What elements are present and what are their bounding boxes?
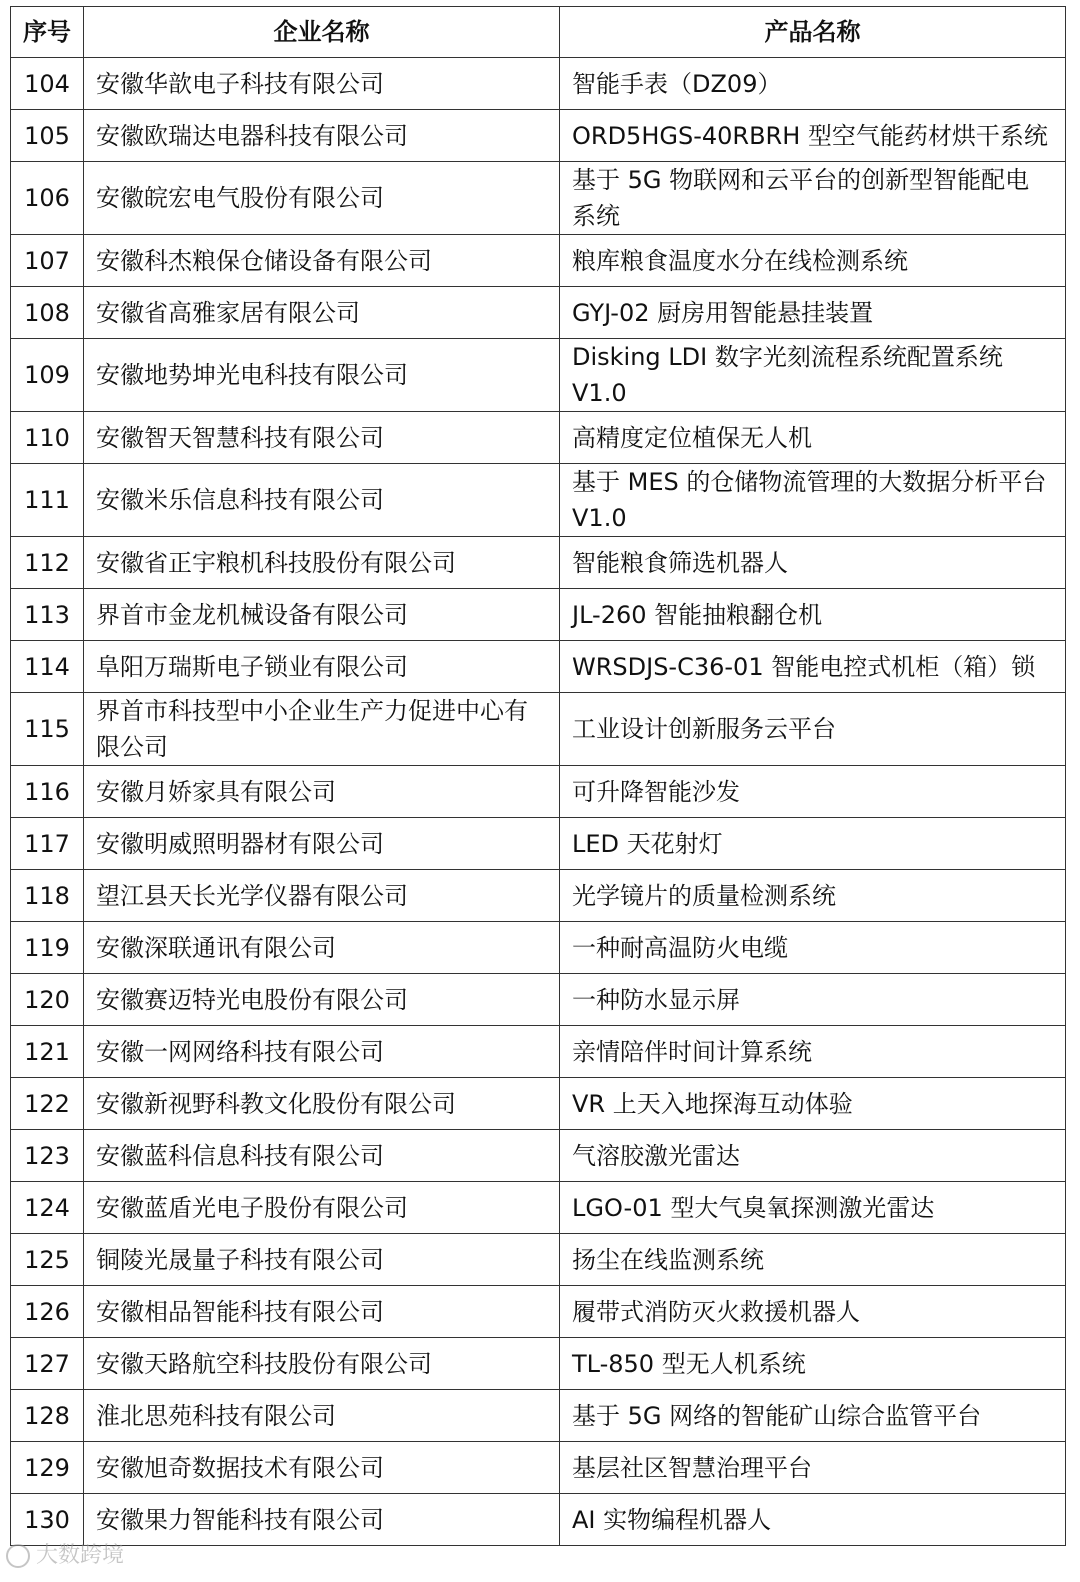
table-row <box>11 464 1066 537</box>
row-product-name: LGO-01 型大气臭氧探测激光雷达 <box>560 1182 1066 1234</box>
watermark-text: 大数跨境 <box>36 1543 125 1568</box>
table-row <box>11 766 1066 818</box>
row-product-name: 基于 5G 网络的智能矿山综合监管平台 <box>560 1390 1066 1442</box>
header-product-name: 产品名称 <box>560 7 1066 58</box>
row-product-name: 智能粮食筛选机器人 <box>560 537 1066 589</box>
row-company-name: 安徽深联通讯有限公司 <box>84 922 560 974</box>
row-company-name: 安徽省高雅家居有限公司 <box>84 287 560 339</box>
header-company-name: 企业名称 <box>84 7 560 58</box>
table-row <box>11 1442 1066 1494</box>
row-serial-number: 111 <box>11 464 84 537</box>
table-row <box>11 693 1066 766</box>
row-serial-number: 128 <box>11 1390 84 1442</box>
row-serial-number: 113 <box>11 589 84 641</box>
table-row <box>11 1286 1066 1338</box>
row-company-name: 铜陵光晟量子科技有限公司 <box>84 1234 560 1286</box>
row-company-name: 安徽月娇家具有限公司 <box>84 766 560 818</box>
table-row <box>11 1338 1066 1390</box>
table-row <box>11 412 1066 464</box>
row-company-name: 安徽果力智能科技有限公司 <box>84 1494 560 1546</box>
row-product-name: 气溶胶激光雷达 <box>560 1130 1066 1182</box>
table-header-row <box>11 7 1066 58</box>
table-row <box>11 818 1066 870</box>
row-serial-number: 115 <box>11 693 84 766</box>
row-company-name: 阜阳万瑞斯电子锁业有限公司 <box>84 641 560 693</box>
row-company-name: 安徽明威照明器材有限公司 <box>84 818 560 870</box>
table-row <box>11 1234 1066 1286</box>
table-row <box>11 235 1066 287</box>
row-company-name: 安徽蓝科信息科技有限公司 <box>84 1130 560 1182</box>
table-row <box>11 287 1066 339</box>
row-product-name: 一种耐高温防火电缆 <box>560 922 1066 974</box>
table-row <box>11 339 1066 412</box>
row-product-name: 亲情陪伴时间计算系统 <box>560 1026 1066 1078</box>
table-row <box>11 110 1066 162</box>
row-serial-number: 116 <box>11 766 84 818</box>
row-company-name: 安徽华歆电子科技有限公司 <box>84 58 560 110</box>
row-company-name: 安徽米乐信息科技有限公司 <box>84 464 560 537</box>
table-row <box>11 1130 1066 1182</box>
row-product-name: 基于 5G 物联网和云平台的创新型智能配电系统 <box>560 162 1066 235</box>
row-product-name: 履带式消防灭火救援机器人 <box>560 1286 1066 1338</box>
table-row <box>11 922 1066 974</box>
row-product-name: AI 实物编程机器人 <box>560 1494 1066 1546</box>
row-company-name: 淮北思苑科技有限公司 <box>84 1390 560 1442</box>
row-product-name: 一种防水显示屏 <box>560 974 1066 1026</box>
row-company-name: 安徽相品智能科技有限公司 <box>84 1286 560 1338</box>
row-serial-number: 122 <box>11 1078 84 1130</box>
row-company-name: 安徽地势坤光电科技有限公司 <box>84 339 560 412</box>
table-row <box>11 162 1066 235</box>
row-product-name: 光学镜片的质量检测系统 <box>560 870 1066 922</box>
row-serial-number: 106 <box>11 162 84 235</box>
row-product-name: VR 上天入地探海互动体验 <box>560 1078 1066 1130</box>
row-company-name: 安徽科杰粮保仓储设备有限公司 <box>84 235 560 287</box>
row-serial-number: 121 <box>11 1026 84 1078</box>
header-serial-number: 序号 <box>11 7 84 58</box>
row-product-name: 扬尘在线监测系统 <box>560 1234 1066 1286</box>
row-product-name: 高精度定位植保无人机 <box>560 412 1066 464</box>
table-row <box>11 641 1066 693</box>
table-row <box>11 1026 1066 1078</box>
enterprise-product-table <box>10 6 1066 1546</box>
row-serial-number: 120 <box>11 974 84 1026</box>
row-product-name: 基于 MES 的仓储物流管理的大数据分析平台 V1.0 <box>560 464 1066 537</box>
row-product-name: ORD5HGS-40RBRH 型空气能药材烘干系统 <box>560 110 1066 162</box>
row-company-name: 安徽一网网络科技有限公司 <box>84 1026 560 1078</box>
table-row <box>11 1078 1066 1130</box>
table-row <box>11 1182 1066 1234</box>
row-serial-number: 125 <box>11 1234 84 1286</box>
row-serial-number: 110 <box>11 412 84 464</box>
table-row <box>11 537 1066 589</box>
table-row <box>11 58 1066 110</box>
row-serial-number: 118 <box>11 870 84 922</box>
row-serial-number: 112 <box>11 537 84 589</box>
row-company-name: 安徽省正宇粮机科技股份有限公司 <box>84 537 560 589</box>
row-company-name: 安徽皖宏电气股份有限公司 <box>84 162 560 235</box>
row-product-name: 智能手表（DZ09） <box>560 58 1066 110</box>
table-row <box>11 1494 1066 1546</box>
row-serial-number: 130 <box>11 1494 84 1546</box>
watermark-logo-icon <box>6 1544 30 1568</box>
row-product-name: WRSDJS-C36-01 智能电控式机柜（箱）锁 <box>560 641 1066 693</box>
table-row <box>11 1390 1066 1442</box>
row-product-name: 可升降智能沙发 <box>560 766 1066 818</box>
row-company-name: 界首市金龙机械设备有限公司 <box>84 589 560 641</box>
table-row <box>11 870 1066 922</box>
row-serial-number: 114 <box>11 641 84 693</box>
row-product-name: GYJ-02 厨房用智能悬挂装置 <box>560 287 1066 339</box>
row-company-name: 界首市科技型中小企业生产力促进中心有限公司 <box>84 693 560 766</box>
row-company-name: 安徽旭奇数据技术有限公司 <box>84 1442 560 1494</box>
row-product-name: 工业设计创新服务云平台 <box>560 693 1066 766</box>
row-company-name: 安徽新视野科教文化股份有限公司 <box>84 1078 560 1130</box>
table-row <box>11 974 1066 1026</box>
row-product-name: 粮库粮食温度水分在线检测系统 <box>560 235 1066 287</box>
row-serial-number: 119 <box>11 922 84 974</box>
row-serial-number: 126 <box>11 1286 84 1338</box>
row-serial-number: 129 <box>11 1442 84 1494</box>
row-serial-number: 117 <box>11 818 84 870</box>
row-company-name: 安徽赛迈特光电股份有限公司 <box>84 974 560 1026</box>
row-serial-number: 123 <box>11 1130 84 1182</box>
row-serial-number: 124 <box>11 1182 84 1234</box>
row-serial-number: 107 <box>11 235 84 287</box>
table-row <box>11 589 1066 641</box>
row-serial-number: 104 <box>11 58 84 110</box>
row-serial-number: 108 <box>11 287 84 339</box>
row-product-name: JL-260 智能抽粮翻仓机 <box>560 589 1066 641</box>
row-product-name: 基层社区智慧治理平台 <box>560 1442 1066 1494</box>
row-product-name: LED 天花射灯 <box>560 818 1066 870</box>
row-company-name: 安徽蓝盾光电子股份有限公司 <box>84 1182 560 1234</box>
row-serial-number: 127 <box>11 1338 84 1390</box>
row-company-name: 安徽智天智慧科技有限公司 <box>84 412 560 464</box>
row-product-name: TL-850 型无人机系统 <box>560 1338 1066 1390</box>
row-company-name: 安徽天路航空科技股份有限公司 <box>84 1338 560 1390</box>
row-company-name: 安徽欧瑞达电器科技有限公司 <box>84 110 560 162</box>
row-serial-number: 105 <box>11 110 84 162</box>
row-company-name: 望江县天长光学仪器有限公司 <box>84 870 560 922</box>
row-product-name: Disking LDI 数字光刻流程系统配置系统 V1.0 <box>560 339 1066 412</box>
row-serial-number: 109 <box>11 339 84 412</box>
